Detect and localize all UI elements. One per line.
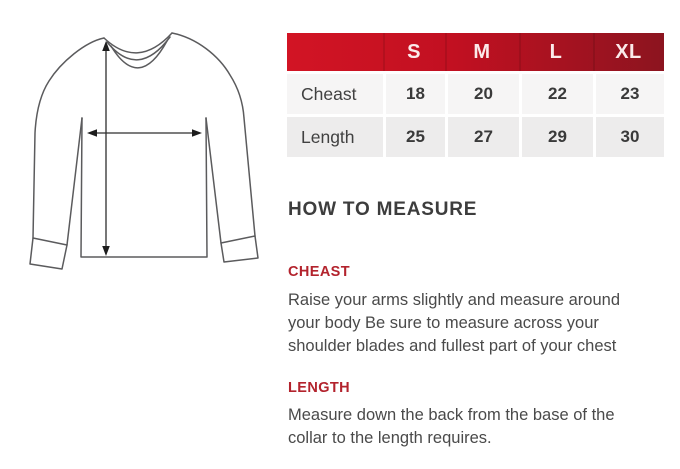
- length-section-heading: LENGTH: [288, 380, 351, 396]
- table-row-cheast: [287, 74, 664, 114]
- table-row-length: [287, 117, 664, 157]
- left-sleeve-outer: [33, 38, 104, 238]
- right-sleeve-outer: [172, 33, 255, 236]
- shirt-body: [81, 118, 207, 257]
- size-chart-table: [287, 33, 664, 157]
- length-value-s: 25: [386, 117, 445, 157]
- long-sleeve-shirt-illustration: [25, 18, 275, 280]
- row-label-length: Length: [287, 117, 383, 157]
- row-label-cheast: Cheast: [287, 74, 383, 114]
- length-text-line: Measure down the back from the base of the: [288, 406, 615, 424]
- column-header-xl: XL: [593, 33, 664, 71]
- cheast-text-line: shoulder blades and fullest part of your chest: [288, 337, 617, 355]
- how-to-measure-title: HOW TO MEASURE: [288, 199, 478, 220]
- length-value-l: 29: [522, 117, 593, 157]
- column-header-s: S: [383, 33, 445, 71]
- column-header-m: M: [445, 33, 519, 71]
- shirt-diagram: [25, 18, 275, 280]
- header-corner-cell: [287, 33, 383, 71]
- length-arrow: [102, 41, 110, 256]
- cheast-value-m: 20: [448, 74, 519, 114]
- left-cuff: [30, 238, 67, 269]
- cheast-value-s: 18: [386, 74, 445, 114]
- collar: [104, 33, 172, 68]
- chest-arrow: [87, 129, 202, 137]
- cheast-text-line: your body Be sure to measure across your: [288, 314, 599, 332]
- length-section-text: [288, 404, 615, 450]
- cheast-text-line: Raise your arms slightly and measure around: [288, 291, 620, 309]
- column-header-l: L: [519, 33, 593, 71]
- cheast-value-xl: 23: [596, 74, 664, 114]
- cheast-value-l: 22: [522, 74, 593, 114]
- size-chart-header-row: [287, 33, 664, 71]
- length-text-line: collar to the length requires.: [288, 429, 492, 447]
- right-cuff: [221, 236, 258, 262]
- length-value-xl: 30: [596, 117, 664, 157]
- length-value-m: 27: [448, 117, 519, 157]
- right-sleeve-inner: [206, 118, 221, 243]
- cheast-section-text: [288, 289, 620, 358]
- cheast-section-heading: CHEAST: [288, 264, 351, 280]
- left-sleeve-inner: [67, 118, 82, 245]
